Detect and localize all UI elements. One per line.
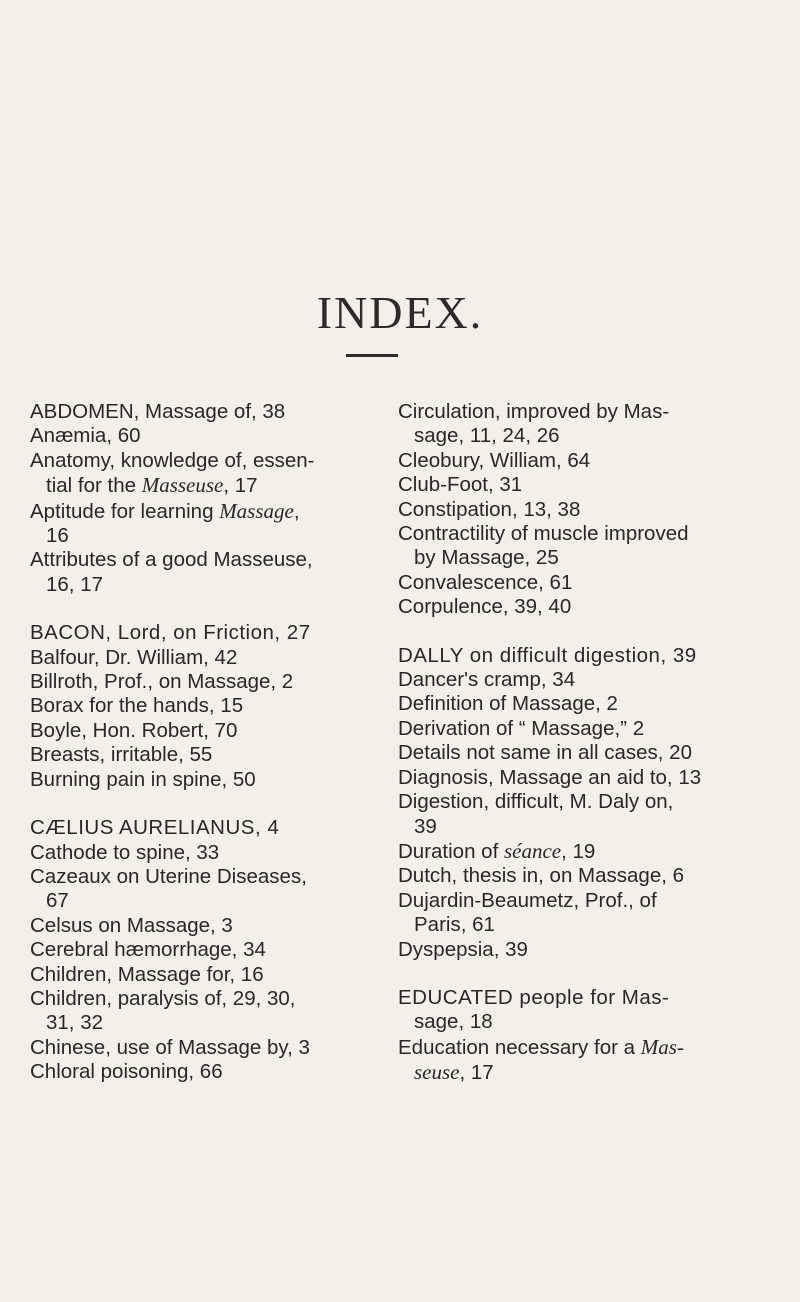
page-title: INDEX.	[316, 287, 484, 338]
left-column	[30, 400, 375, 1085]
index-entry: Club-Foot, 31	[398, 473, 523, 497]
index-entry: Contractility of muscle improved	[398, 522, 689, 546]
index-entry: Duration of séance, 19	[398, 838, 596, 863]
index-entry: EDUCATED people for Mas-	[398, 985, 670, 1009]
index-entry: Derivation of “ Massage,” 2	[398, 716, 645, 740]
index-entry: CÆLIUS AURELIANUS, 4	[30, 816, 280, 840]
index-entry: Constipation, 13, 38	[398, 497, 581, 521]
index-entry: Cerebral hæmorrhage, 34	[30, 938, 266, 962]
index-entry: Dyspepsia, 39	[398, 937, 528, 961]
index-entry: DALLY on difficult digestion, 39	[398, 643, 697, 667]
index-entry-continuation: by Massage, 25	[414, 546, 559, 570]
index-entry: Billroth, Prof., on Massage, 2	[30, 670, 294, 694]
index-entry: Borax for the hands, 15	[30, 694, 244, 718]
index-entry: Burning pain in spine, 50	[30, 767, 256, 791]
index-entry: Anatomy, knowledge of, essen-	[30, 448, 315, 472]
index-entry: Digestion, difficult, M. Daly on,	[398, 790, 674, 814]
index-entry: Cazeaux on Uterine Diseases,	[30, 864, 307, 888]
index-entry: Dujardin-Beaumetz, Prof., of	[398, 888, 657, 912]
index-entry: Breasts, irritable, 55	[30, 743, 213, 767]
index-entry: Chloral poisoning, 66	[30, 1060, 223, 1084]
index-entry-continuation: 39	[414, 814, 437, 838]
index-entry: Definition of Massage, 2	[398, 692, 618, 716]
index-entry: Education necessary for a Mas-	[398, 1034, 684, 1059]
index-entry: Chinese, use of Massage by, 3	[30, 1035, 310, 1059]
index-entry: Circulation, improved by Mas-	[398, 400, 670, 423]
index-entry-continuation: 16, 17	[46, 572, 103, 596]
index-entry: Celsus on Massage, 3	[30, 913, 233, 937]
index-entry: Attributes of a good Masseuse,	[30, 548, 313, 572]
index-entry-continuation: 31, 32	[46, 1011, 103, 1035]
index-entry: Cathode to spine, 33	[30, 840, 220, 864]
index-entry: Children, Massage for, 16	[30, 962, 264, 986]
index-entry: Convalescence, 61	[398, 570, 573, 594]
index-entry: Dancer's cramp, 34	[398, 668, 576, 692]
index-entry: Dutch, thesis in, on Massage, 6	[398, 864, 685, 888]
index-entry-continuation: tial for the Masseuse, 17	[46, 473, 258, 498]
index-entry-continuation: Paris, 61	[414, 913, 495, 937]
index-entry: Details not same in all cases, 20	[398, 741, 692, 765]
index-entry-continuation: 67	[46, 889, 69, 913]
index-entry-continuation: sage, 11, 24, 26	[414, 424, 560, 448]
index-entry-continuation: sage, 18	[414, 1010, 493, 1034]
index-entry: Anæmia, 60	[30, 424, 141, 448]
index-entry: Diagnosis, Massage an aid to, 13	[398, 765, 702, 789]
index-entry: Cleobury, William, 64	[398, 448, 591, 472]
index-entry: Balfour, Dr. William, 42	[30, 645, 238, 669]
title-rule	[346, 354, 398, 357]
index-entry: Aptitude for learning Massage,	[30, 498, 300, 523]
index-entry: Children, paralysis of, 29, 30,	[30, 986, 296, 1010]
right-column	[398, 400, 773, 1086]
index-entry-continuation: 16	[46, 524, 69, 548]
index-entry: ABDOMEN, Massage of, 38	[30, 400, 286, 423]
index-entry: Boyle, Hon. Robert, 70	[30, 718, 238, 742]
index-entry: BACON, Lord, on Friction, 27	[30, 621, 311, 645]
index-entry-continuation: seuse, 17	[414, 1060, 494, 1085]
index-entry: Corpulence, 39, 40	[398, 595, 572, 619]
